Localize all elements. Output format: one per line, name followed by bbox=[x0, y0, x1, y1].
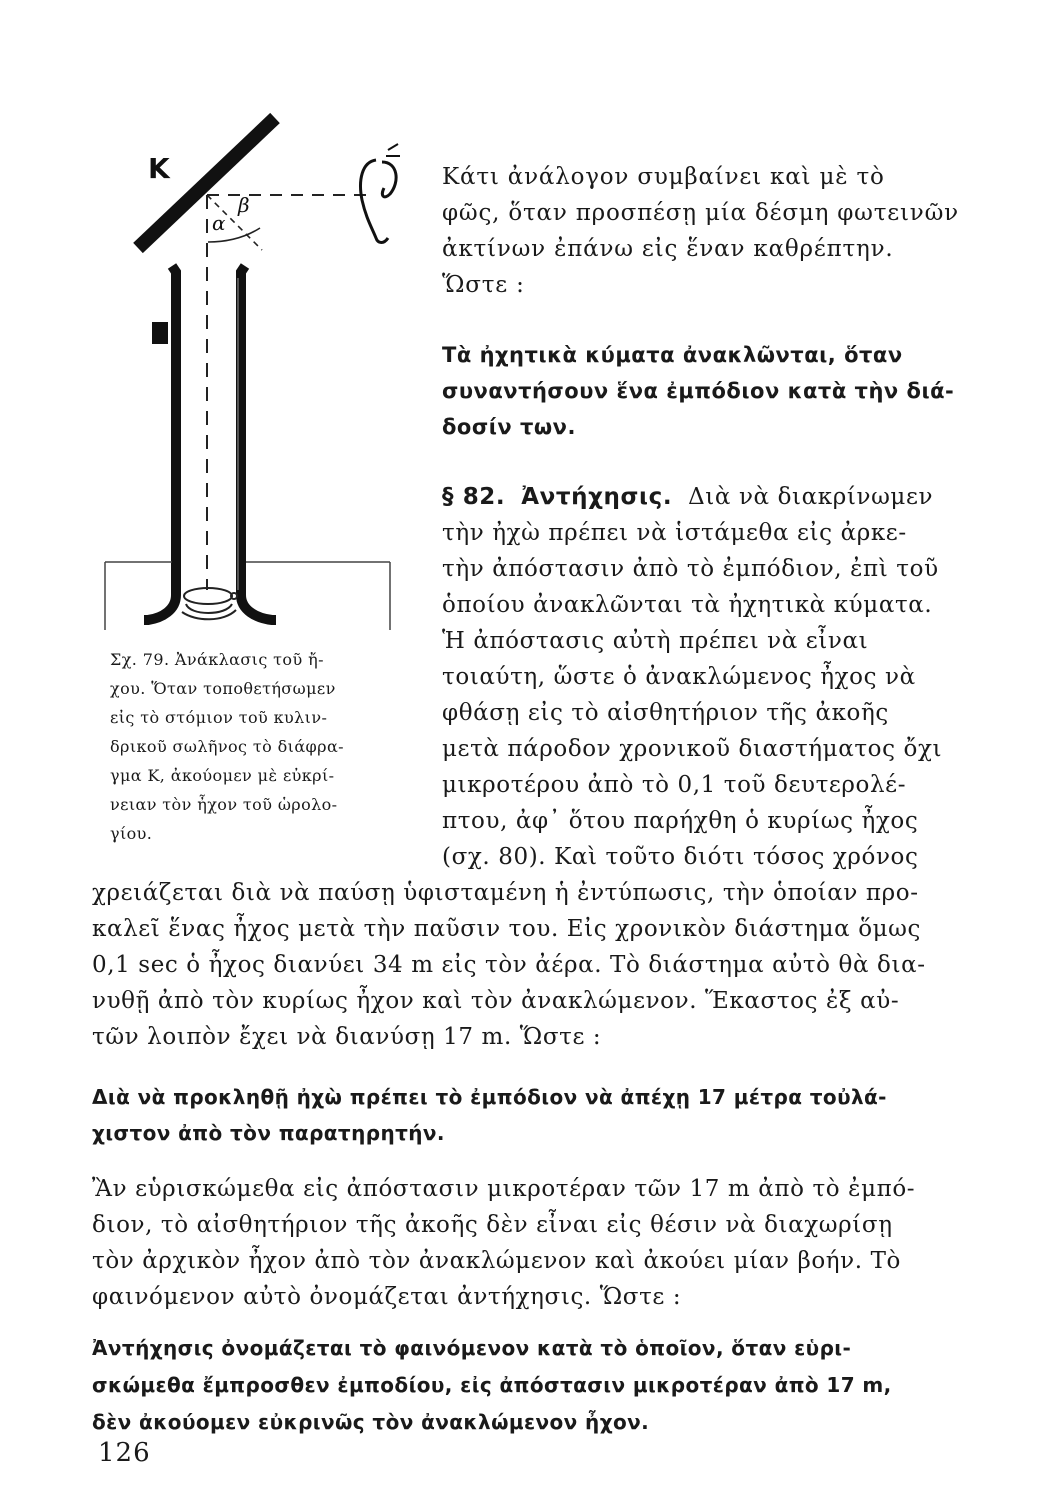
section-heading-line bbox=[442, 483, 933, 511]
figure-sound-reflection bbox=[100, 100, 430, 645]
section-title: Ἀντήχησις. bbox=[521, 484, 673, 510]
page-number: 126 bbox=[98, 1438, 151, 1468]
text-line: ἀκτίνων ἐπάνω εἰς ἕναν καθρέπτην. bbox=[442, 236, 894, 262]
rule-line: συναντήσουν ἕνα ἐμπόδιον κατὰ τὴν διά- bbox=[442, 379, 955, 403]
ear-icon bbox=[361, 144, 400, 243]
text-line: μικροτέρου ἀπὸ τὸ 0,1 τοῦ δευτερολέ- bbox=[442, 772, 907, 798]
label-k: K bbox=[148, 152, 170, 185]
text-line: 0,1 sec ὁ ἦχος διανύει 34 m εἰς τὸν ἀέρα. Τὸ διάστημα αὐτὸ θὰ δια- bbox=[92, 952, 926, 978]
label-alpha: α bbox=[212, 211, 226, 235]
rule-line: δὲν ἀκούομεν εὐκρινῶς τὸν ἀνακλώμενον ἦχον. bbox=[92, 1410, 650, 1434]
text-line: τὸν ἀρχικὸν ἦχον ἀπὸ τὸν ἀνακλώμενον καὶ ἀκούει μίαν βοήν. Τὸ bbox=[92, 1248, 901, 1274]
text-line: νυθῇ ἀπὸ τὸν κυρίως ἦχον καὶ τὸν ἀνακλώμενον. Ἕκαστος ἐξ αὐ- bbox=[92, 988, 900, 1014]
text-line: Ἡ ἀπόστασις αὐτὴ πρέπει νὰ εἶναι bbox=[442, 628, 869, 654]
rule-line: χιστον ἀπὸ τὸν παρατηρητήν. bbox=[92, 1121, 445, 1145]
tube-right-wall bbox=[241, 266, 276, 620]
tube-clamp bbox=[152, 322, 168, 344]
text-line: (σχ. 80). Καὶ τοῦτο διότι τόσος χρόνος bbox=[442, 844, 919, 870]
watch-icon bbox=[182, 588, 237, 619]
caption-line: γμα K, ἀκούομεν μὲ εὐκρί- bbox=[110, 766, 335, 785]
rule-line: δοσίν των. bbox=[442, 415, 576, 439]
text-line: φαινόμενον αὐτὸ ὀνομάζεται ἀντήχησις. Ὥστε : bbox=[92, 1284, 682, 1310]
caption-line: γίου. bbox=[110, 824, 153, 843]
caption-line: χου. Ὅταν τοποθετήσωμεν bbox=[110, 679, 336, 698]
caption-line: Σχ. 79. Ἀνάκλασις τοῦ ἤ- bbox=[110, 650, 324, 669]
text-line: μετὰ πάροδον χρονικοῦ διαστήματος ὄχι bbox=[442, 736, 943, 762]
rule-line: Τὰ ἠχητικὰ κύματα ἀνακλῶνται, ὅταν bbox=[442, 343, 903, 367]
text-line: Κάτι ἀνάλογον συμβαίνει καὶ μὲ τὸ bbox=[442, 164, 885, 190]
text-line: Ἂν εὑρισκώμεθα εἰς ἀπόστασιν μικροτέραν τῶν 17 m ἀπὸ τὸ ἐμπό- bbox=[92, 1176, 916, 1202]
caption-line: νειαν τὸν ἦχον τοῦ ὡρολο- bbox=[110, 795, 338, 814]
section-first-text: Διὰ νὰ διακρίνωμεν bbox=[688, 484, 934, 510]
text-line: πτου, ἀφ᾽ ὅτου παρήχθη ὁ κυρίως ἦχος bbox=[442, 808, 919, 834]
caption-line: δρικοῦ σωλῆνος τὸ διάφρα- bbox=[110, 737, 344, 756]
tube-left-wall bbox=[144, 266, 176, 620]
text-line: καλεῖ ἕνας ἦχος μετὰ τὴν παῦσιν του. Εἰς χρονικὸν διάστημα ὅμως bbox=[92, 916, 922, 942]
text-line: ὁποίου ἀνακλῶνται τὰ ἠχητικὰ κύματα. bbox=[442, 592, 933, 618]
rule-line: Ἀντήχησις ὀνομάζεται τὸ φαινόμενον κατὰ τὸ ὁποῖον, ὅταν εὑρι- bbox=[92, 1336, 852, 1360]
text-line: χρειάζεται διὰ νὰ παύσῃ ὑφισταμένη ἡ ἐντύπωσις, τὴν ὁποίαν προ- bbox=[92, 880, 919, 906]
text-line: τὴν ἠχὼ πρέπει νὰ ἱστάμεθα εἰς ἀρκε- bbox=[442, 520, 907, 546]
rule-line: σκώμεθα ἔμπροσθεν ἐμποδίου, εἰς ἀπόστασιν μικροτέραν ἀπὸ 17 m, bbox=[92, 1373, 892, 1397]
text-line: φθάσῃ εἰς τὸ αἰσθητήριον τῆς ἀκοῆς bbox=[442, 700, 889, 726]
text-line: τὴν ἀπόστασιν ἀπὸ τὸ ἐμπόδιον, ἐπὶ τοῦ bbox=[442, 556, 939, 582]
text-line: φῶς, ὅταν προσπέσῃ μία δέσμη φωτεινῶν bbox=[442, 200, 959, 226]
text-line: Ὥστε : bbox=[442, 272, 525, 298]
caption-line: εἰς τὸ στόμιον τοῦ κυλιν- bbox=[110, 708, 328, 727]
text-line: τοιαύτη, ὥστε ὁ ἀνακλώμενος ἦχος νὰ bbox=[442, 664, 916, 690]
text-line: τῶν λοιπὸν ἔχει νὰ διανύσῃ 17 m. Ὥστε : bbox=[92, 1024, 602, 1050]
section-number: § 82. bbox=[442, 484, 506, 510]
text-line: διον, τὸ αἰσθητήριον τῆς ἀκοῆς δὲν εἶναι εἰς θέσιν νὰ διαχωρίσῃ bbox=[92, 1212, 893, 1238]
rule-line: Διὰ νὰ προκληθῇ ἠχὼ πρέπει τὸ ἐμπόδιον νὰ ἀπέχῃ 17 μέτρα τοὐλά- bbox=[92, 1085, 887, 1109]
label-beta: β bbox=[238, 193, 250, 217]
